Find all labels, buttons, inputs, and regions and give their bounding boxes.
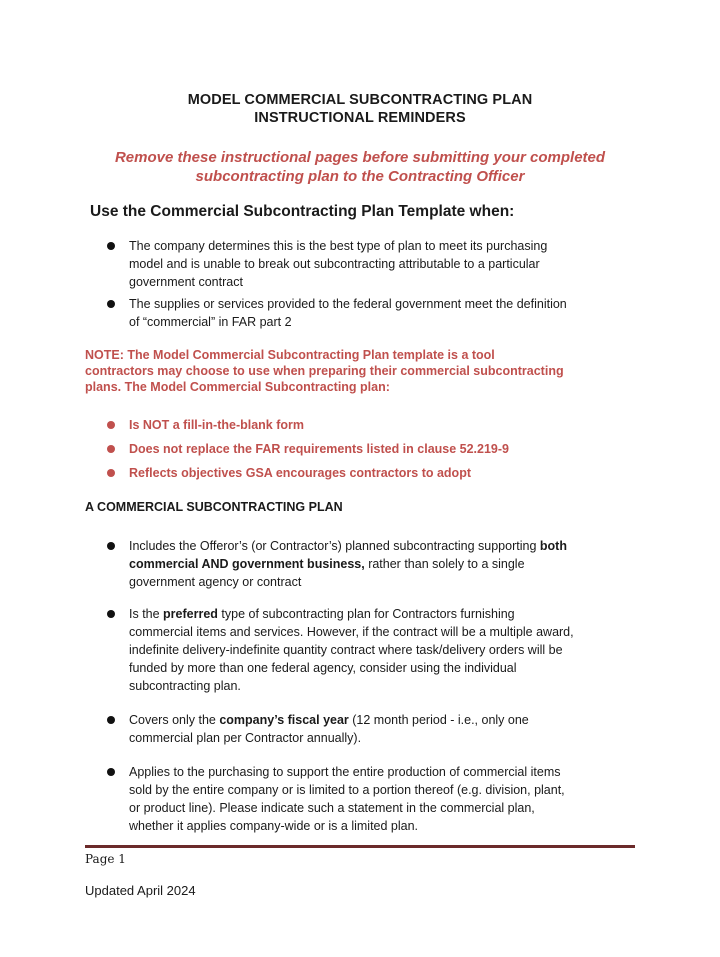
document-title-line2: INSTRUCTIONAL REMINDERS bbox=[254, 110, 466, 126]
list-item: Is the preferred type of subcontracting plan for Contractors furnishing commercial items and services. However, if the contract will be a multiple award, indefinite delivery-indefinite quantity contract where task/delivery orders will be funded by more than one federal agency, consider using the individual subcontracting plan. bbox=[107, 605, 652, 695]
list-item: Applies to the purchasing to support the entire production of commercial items sold by the entire company or is limited to a portion thereof (e.g. division, plant, or product line). Please indicate such a statement in the commercial plan, whether it applies company-wide or is a limited plan. bbox=[107, 763, 652, 835]
bullet-icon bbox=[107, 542, 115, 550]
document-title-line1: MODEL COMMERCIAL SUBCONTRACTING PLAN bbox=[187, 92, 533, 108]
bullet-icon bbox=[107, 469, 115, 477]
note-list bbox=[107, 416, 647, 482]
list-item: Includes the Offeror’s (or Contractor’s) planned subcontracting supporting both commercial AND government business, rather than solely to a single government agency or contract bbox=[107, 537, 652, 591]
bullet-icon bbox=[107, 242, 115, 250]
removal-notice bbox=[60, 148, 660, 186]
bullet-icon bbox=[107, 610, 115, 618]
updated-date: Updated April 2024 bbox=[85, 883, 196, 898]
bullet-icon bbox=[107, 445, 115, 453]
use-template-heading: Use the Commercial Subcontracting Plan Template when: bbox=[90, 203, 515, 220]
removal-notice-line2: subcontracting plan to the Contracting Officer bbox=[195, 168, 525, 185]
list-item: The company determines this is the best type of plan to meet its purchasing model and is unable to break out subcontracting attributable to a particular government contract bbox=[107, 237, 647, 291]
page-number: Page 1 bbox=[85, 852, 126, 866]
bullet-icon bbox=[107, 768, 115, 776]
bullet-icon bbox=[107, 716, 115, 724]
list-item: Is NOT a fill-in-the-blank form bbox=[107, 416, 647, 434]
bullet-icon bbox=[107, 421, 115, 429]
footer-rule bbox=[85, 845, 635, 848]
list-item: The supplies or services provided to the federal government meet the definition of “commercial” in FAR part 2 bbox=[107, 295, 647, 331]
list-item: Covers only the company’s fiscal year (12 month period - i.e., only one commercial plan per Contractor annually). bbox=[107, 711, 652, 747]
removal-notice-line1: Remove these instructional pages before submitting your completed bbox=[114, 149, 606, 166]
use-template-list bbox=[107, 237, 647, 331]
list-item: Reflects objectives GSA encourages contractors to adopt bbox=[107, 464, 647, 482]
template-note: NOTE: The Model Commercial Subcontracting Plan template is a tool contractors may choose to use when preparing their commercial subcontracting plans. The Model Commercial Subcontracting plan: bbox=[85, 348, 564, 394]
list-item: Does not replace the FAR requirements listed in clause 52.219-9 bbox=[107, 440, 647, 458]
bullet-icon bbox=[107, 300, 115, 308]
plan-list bbox=[107, 537, 652, 835]
section-heading: A COMMERCIAL SUBCONTRACTING PLAN bbox=[85, 500, 343, 514]
